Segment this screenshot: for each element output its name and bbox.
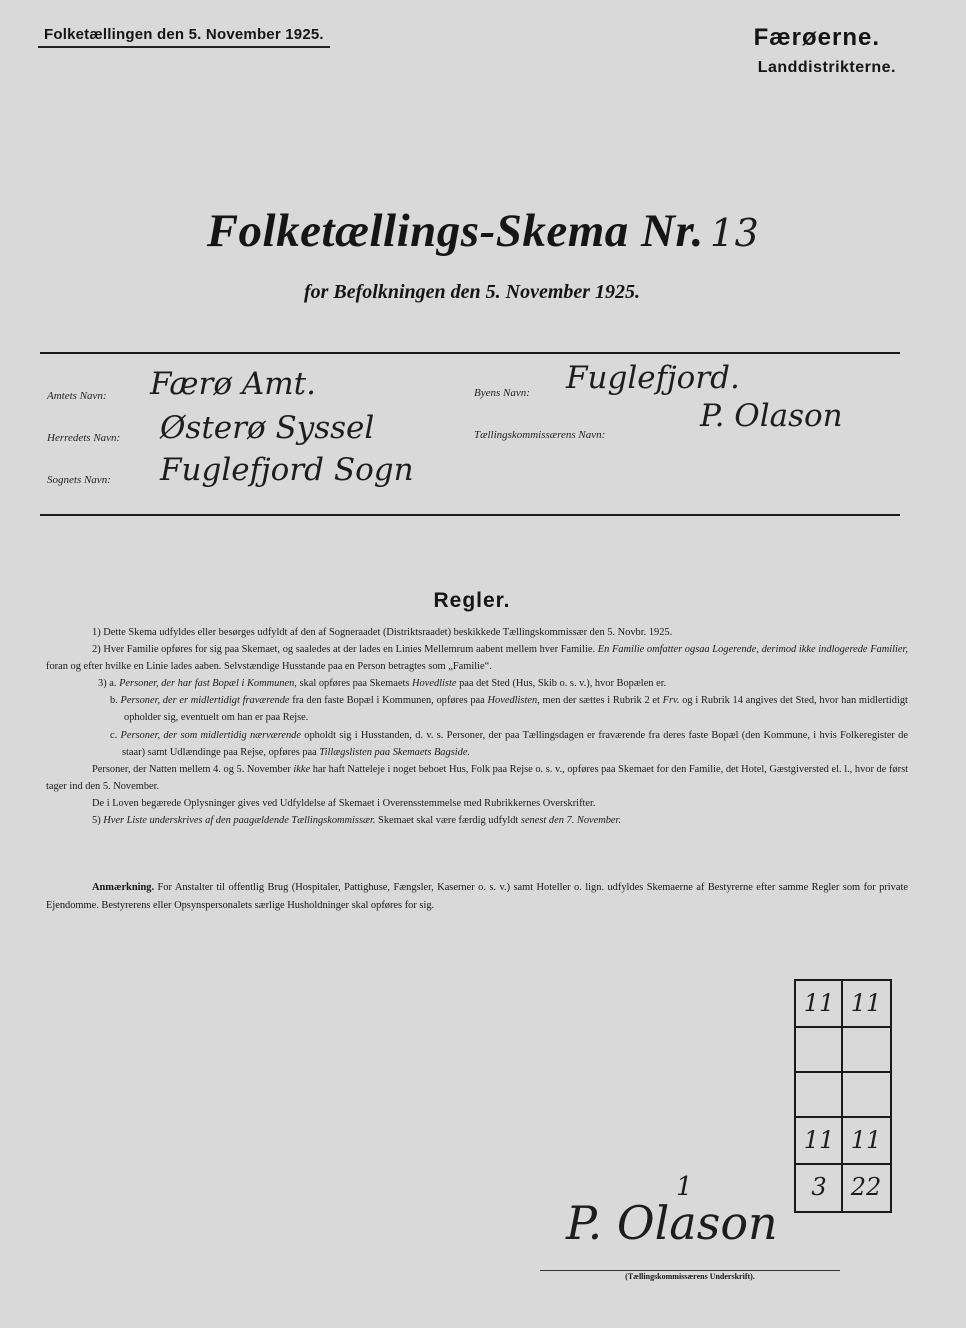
commissioner-value: P. Olason: [700, 398, 843, 434]
district-subtitle: Landdistrikterne.: [757, 59, 896, 76]
tally-r1-c2: 11: [850, 989, 882, 1017]
rule-6: [46, 812, 908, 829]
rules-body: [46, 624, 908, 829]
rule-3b-em2: Hovedlisten,: [487, 695, 540, 707]
form-title-text: Folketællings-Skema Nr.: [206, 205, 704, 257]
rule-2-emphasis: En Familie omfatter ogsaa Logerende, derimod ikke indlogerede Familier,: [597, 644, 909, 656]
tally-total-right: 22: [850, 1173, 882, 1201]
amt-label: Amtets Navn:: [47, 390, 107, 402]
rule-3b-t3: og i Rubrik 14 angives det Sted, hvor han midlertidigt opholder sig, eventuelt om han er paa Rejse.: [124, 695, 908, 724]
rule-3c-num: c.: [110, 729, 118, 741]
rule-3a: [46, 675, 908, 692]
rule-3a-t2: paa det Sted (Hus, Skib o. s. v.), hvor Bopælen er.: [459, 678, 667, 690]
rule-3b-t1: fra den faste Bopæl i Kommunen, opføres paa: [292, 695, 485, 707]
region-title: Færøerne.: [753, 24, 880, 51]
signature: P. Olason: [566, 1196, 778, 1250]
rule-3a-t1: skal opføres paa Skemaets: [299, 678, 410, 690]
by-label: Byens Navn:: [474, 387, 530, 399]
by-value: Fuglefjord.: [566, 360, 740, 396]
rule-3a-em1: Personer, der har fast Bopæl i Kommunen,: [119, 678, 297, 690]
rule-5: De i Loven begærede Oplysninger gives ved Udfyldelse af Skemaet i Overensstemmelse med Rubrikkernes Overskrifter.: [92, 797, 596, 809]
top-divider: [40, 352, 900, 354]
rule-2-text-end: foran og efter hvilke en Linie lades aaben. Selvstændige Husstande paa en Person betragtes som „Familie“.: [46, 661, 492, 673]
form-title: [0, 204, 966, 258]
rule-3b: [46, 692, 908, 726]
census-date-label: Folketællingen den 5. November 1925.: [38, 24, 330, 48]
tally-row-divider-3: [796, 1116, 890, 1118]
rule-4-t2: har haft Natteleje i noget beboet Hus, Folk paa Rejse o. s. v., opføres paa Skemaet for den Familie, det Hotel, Gæstgiversted el. l., hvor de først tager ind den 5. November.: [46, 763, 909, 792]
annotation-note: [46, 879, 908, 914]
tally-box: [794, 979, 892, 1213]
rule-3b-t2: men der sættes i Rubrik 2 et: [542, 695, 660, 707]
tally-r1-c1: 11: [803, 989, 835, 1017]
amt-value: Færø Amt.: [150, 366, 316, 402]
signature-caption: (Tællingskommissærens Underskrift).: [625, 1272, 755, 1281]
tally-row-divider-2: [796, 1071, 890, 1073]
herred-label: Herredets Navn:: [47, 432, 121, 444]
rule-4: [46, 761, 908, 795]
rule-3b-em1: Personer, der er midlertidigt fraværende: [120, 695, 290, 707]
rule-3c-em2: Tillægslisten paa Skemaets Bagside.: [319, 746, 471, 758]
rule-4-t1: Personer, der Natten mellem 4. og 5. November: [92, 763, 291, 775]
sogn-label: Sognets Navn:: [47, 474, 111, 486]
tally-r4-c2: 11: [850, 1126, 882, 1154]
rule-3a-num: 3) a.: [98, 678, 117, 690]
rule-6-t1: Skemaet skal være færdig udfyldt: [378, 815, 519, 827]
rule-2-text: 2) Hver Familie opføres for sig paa Skemaet, og saaledes at der lades en Linies Mellemrum aabent mellem hver Familie.: [92, 644, 596, 656]
note-text: For Anstalter til offentlig Brug (Hospitaler, Pattighuse, Fængsler, Kaserner o. s. v.) samt Hoteller o. lign. udfyldes Skemaerne af Bestyrerne efter samme Regler som for private Ejendomme. Bestyrerens eller Opsynspersonalets særlige Husholdninger skal opføres for sig.: [46, 882, 908, 911]
rule-3c-t1: opholdt sig i Husstanden, d. v. s. Personer, der paa Tællingsdagen er fraværende fra deres faste Bopæl (den Kommune, i hvis Folkeregister de staar) samt Udlændinge paa Rejse, opføres paa: [122, 729, 908, 758]
form-subtitle: for Befolkningen den 5. November 1925.: [303, 281, 641, 303]
tally-pre-mark: 1: [676, 1172, 693, 1202]
commissioner-label: Tællingskommissærens Navn:: [474, 429, 606, 441]
tally-row-divider-1: [796, 1026, 890, 1028]
tally-r4-c1: 11: [803, 1126, 835, 1154]
rule-3a-em2: Hovedliste: [412, 678, 457, 690]
signature-line: [540, 1270, 840, 1271]
rule-6-em2: senest den 7. November.: [520, 815, 622, 827]
note-label: Anmærkning.: [92, 882, 155, 893]
tally-total-left: 3: [811, 1173, 827, 1201]
rule-3b-num: b.: [110, 695, 118, 707]
rule-2: [46, 641, 908, 675]
rule-6-num: 5): [92, 815, 101, 827]
tally-row-divider-4: [796, 1163, 890, 1165]
rules-heading: Regler.: [433, 589, 511, 612]
rule-3c: [46, 727, 908, 761]
rule-6-em1: Hver Liste underskrives af den paagældende Tællingskommissær.: [103, 815, 376, 827]
rule-4-em: ikke: [293, 763, 311, 775]
rule-1: 1) Dette Skema udfyldes eller besørges udfyldt af den af Sogneraadet (Distriktsraadet) beskikkede Tællingskommissær den 5. Novbr. 1925.: [92, 627, 673, 638]
rule-3c-em1: Personer, der som midlertidig nærværende: [120, 729, 301, 741]
herred-value: Østerø Syssel: [160, 410, 375, 446]
form-number: 13: [709, 211, 760, 255]
rule-3b-em3: Frv.: [662, 695, 680, 707]
bottom-divider: [40, 514, 900, 516]
sogn-value: Fuglefjord Sogn: [160, 452, 414, 488]
